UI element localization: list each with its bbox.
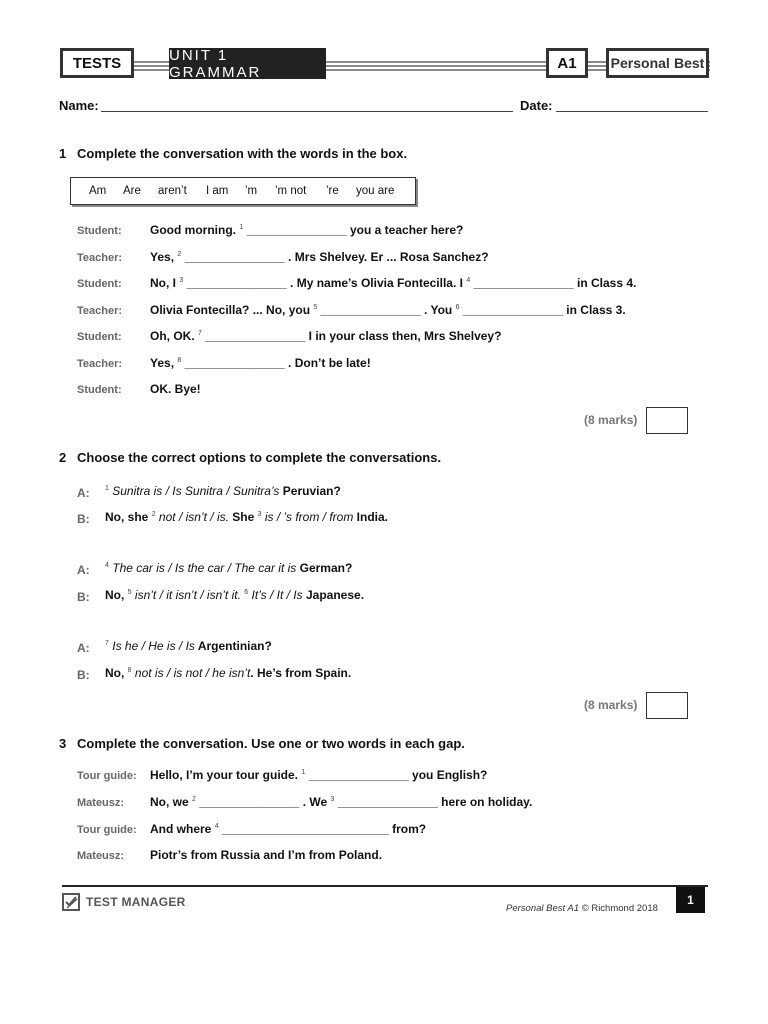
word-box-item: I am bbox=[206, 185, 229, 197]
date-label: Date: bbox=[520, 98, 553, 113]
dialogue-line: OK. Bye! bbox=[150, 382, 201, 396]
q1-number: 1 bbox=[59, 146, 67, 161]
speaker-label: Student: bbox=[77, 331, 122, 343]
dialogue-line: No, she $^2$ not / isn’t / is. She $^3$ is / ’s from / from India. bbox=[105, 510, 389, 524]
speaker-label: A: bbox=[77, 563, 90, 577]
dialogue-line: And where $^4$ _________________________ from? bbox=[150, 822, 427, 836]
brand-logo bbox=[606, 48, 709, 78]
name-label: Name: bbox=[59, 98, 99, 113]
speaker-label: B: bbox=[77, 512, 90, 526]
word-box-item: ’re bbox=[326, 185, 339, 197]
speaker-label: Student: bbox=[77, 278, 122, 290]
word-box-item: ’m not bbox=[275, 185, 307, 197]
speaker-label: Tour guide: bbox=[77, 824, 137, 836]
q1-title: Complete the conversation with the words in the box. bbox=[77, 146, 408, 161]
speaker-label: A: bbox=[77, 486, 90, 500]
speaker-label: B: bbox=[77, 668, 90, 682]
dialogue-line: Yes, $^2$ _______________ . Mrs Shelvey. Er ... Rosa Sanchez? bbox=[150, 250, 489, 264]
dialogue-line: $^7$ Is he / He is / Is Argentinian? bbox=[105, 639, 272, 653]
dialogue-line: Olivia Fontecilla? ... No, you $^5$ _______________ . You $^6$ _______________ in Class 3. bbox=[150, 303, 626, 317]
brand-name-2: Best bbox=[673, 55, 705, 71]
test-manager-label: TEST MANAGER bbox=[86, 895, 186, 909]
name-field[interactable] bbox=[101, 111, 513, 112]
speaker-label: Student: bbox=[77, 225, 122, 237]
dialogue-line: Oh, OK. $^7$ _______________ I in your class then, Mrs Shelvey? bbox=[150, 329, 502, 343]
speaker-label: Teacher: bbox=[77, 252, 123, 264]
q2-number: 2 bbox=[59, 450, 67, 465]
q3-title: Complete the conversation. Use one or two words in each gap. bbox=[77, 736, 465, 751]
copyright: Personal Best A1 © Richmond 2018 bbox=[506, 903, 658, 914]
word-box bbox=[70, 177, 416, 205]
unit-title: UNIT 1 GRAMMAR bbox=[169, 48, 326, 79]
dialogue-line: No, I $^3$ _______________ . My name’s Olivia Fontecilla. I $^4$ _______________ in Class 4. bbox=[150, 276, 637, 290]
q1-marks-box[interactable] bbox=[646, 407, 688, 434]
brand-name-1: Personal bbox=[610, 55, 670, 71]
dialogue-line: Hello, I’m your tour guide. $^1$ _______________ you English? bbox=[150, 768, 488, 782]
q1-marks-label: (8 marks) bbox=[584, 413, 638, 427]
word-box-item: aren’t bbox=[158, 185, 187, 197]
dialogue-line: $^4$ The car is / Is the car / The car it is German? bbox=[105, 561, 353, 575]
speaker-label: B: bbox=[77, 590, 90, 604]
tests-label: TESTS bbox=[60, 48, 134, 78]
dialogue-line: Yes, $^8$ _______________ . Don’t be late! bbox=[150, 356, 371, 370]
dialogue-line: Good morning. $^1$ _______________ you a teacher here? bbox=[150, 223, 464, 237]
q2-marks-label: (8 marks) bbox=[584, 698, 638, 712]
word-box-item: Are bbox=[123, 185, 141, 197]
speaker-label: Tour guide: bbox=[77, 770, 137, 782]
q3-number: 3 bbox=[59, 736, 67, 751]
speaker-label: Mateusz: bbox=[77, 850, 125, 862]
date-field[interactable] bbox=[556, 111, 708, 112]
dialogue-line: $^1$ Sunitra is / Is Sunitra / Sunitra’s Peruvian? bbox=[105, 484, 341, 498]
dialogue-line: Piotr’s from Russia and I’m from Poland. bbox=[150, 848, 383, 862]
word-box-item: ’m bbox=[245, 185, 258, 197]
dialogue-line: No, we $^2$ _______________ . We $^3$ _______________ here on holiday. bbox=[150, 795, 533, 809]
page-number: 1 bbox=[676, 887, 705, 913]
word-box-item: you are bbox=[356, 185, 395, 197]
speaker-label: Student: bbox=[77, 384, 122, 396]
dialogue-line: No, $^5$ isn’t / it isn’t / isn’t it. $^6$ It’s / It / Is Japanese. bbox=[105, 588, 365, 602]
footer-rule bbox=[62, 885, 708, 887]
test-manager-logo-icon bbox=[62, 893, 80, 911]
speaker-label: Teacher: bbox=[77, 358, 123, 370]
q2-title: Choose the correct options to complete the conversations. bbox=[77, 450, 442, 465]
level-badge: A1 bbox=[546, 48, 588, 78]
q2-marks-box[interactable] bbox=[646, 692, 688, 719]
speaker-label: Mateusz: bbox=[77, 797, 125, 809]
word-box-item: Am bbox=[89, 185, 107, 197]
speaker-label: A: bbox=[77, 641, 90, 655]
speaker-label: Teacher: bbox=[77, 305, 123, 317]
dialogue-line: No, $^8$ not is / is not / he isn’t. He’s from Spain. bbox=[105, 666, 352, 680]
